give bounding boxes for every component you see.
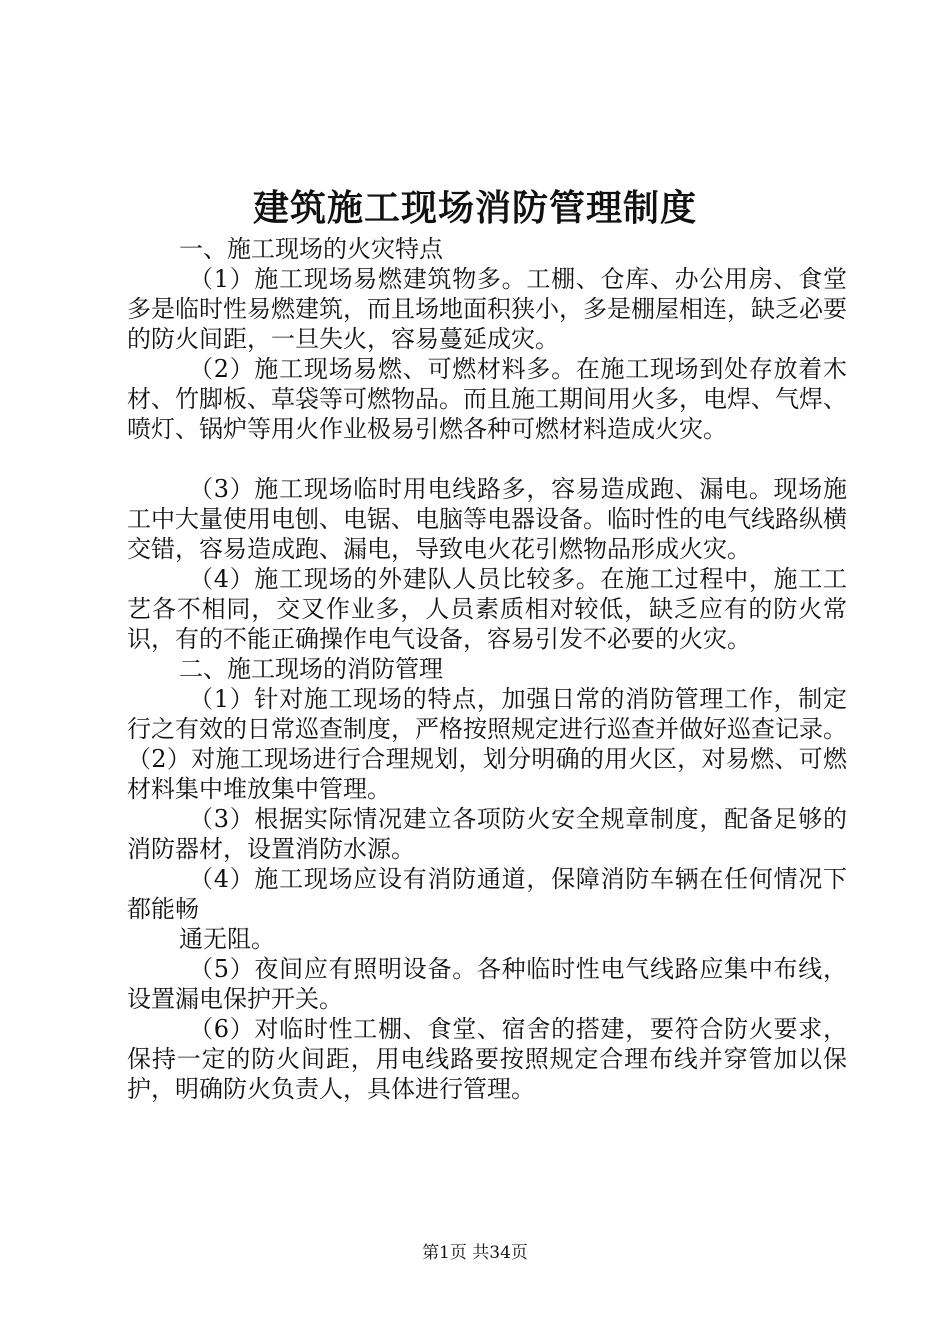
paragraph-9: （6）对临时性工棚、食堂、宿舍的搭建，要符合防火要求，保持一定的防火间距，用电线路要按照规定合理布线并穿管加以保护，明确防火负责人，具体进行管理。 bbox=[127, 1015, 847, 1103]
section-heading-1: 一、施工现场的火灾特点 bbox=[179, 235, 443, 263]
paragraph-3: （3）施工现场临时用电线路多，容易造成跑、漏电。现场施工中大量使用电刨、电锯、电脑等电器设备。临时性的电气线路纵横交错，容易造成跑、漏电，导致电火花引燃物品形成火灾。 bbox=[127, 475, 847, 563]
paragraph-6: （3）根据实际情况建立各项防火安全规章制度，配备足够的消防器材，设置消防水源。 bbox=[127, 805, 847, 863]
blank-line bbox=[127, 444, 847, 474]
paragraph-2: （2）施工现场易燃、可燃材料多。在施工现场到处存放着木材、竹脚板、草袋等可燃物品。而且施工期间用火多，电焊、气焊、喷灯、锅炉等用火作业极易引燃各种可燃材料造成火灾。 bbox=[127, 355, 847, 443]
paragraph-8: （5）夜间应有照明设备。各种临时性电气线路应集中布线，设置漏电保护开关。 bbox=[127, 955, 847, 1013]
page-number-footer: 第1页 共34页 bbox=[422, 1243, 528, 1263]
paragraph-7: （4）施工现场应设有消防通道，保障消防车辆在任何情况下都能畅 bbox=[127, 865, 847, 923]
document-title: 建筑施工现场消防管理制度 bbox=[252, 187, 697, 229]
paragraph-4: （4）施工现场的外建队人员比较多。在施工过程中，施工工艺各不相同，交叉作业多，人员素质相对较低，缺乏应有的防火常识，有的不能正确操作电气设备，容易引发不必要的火灾。 bbox=[127, 565, 847, 653]
section-heading-2: 二、施工现场的消防管理 bbox=[179, 655, 443, 683]
document-body bbox=[127, 234, 847, 1104]
paragraph-7-continuation: 通无阻。 bbox=[179, 925, 275, 953]
paragraph-1: （1）施工现场易燃建筑物多。工棚、仓库、办公用房、食堂多是临时性易燃建筑，而且场地面积狭小，多是棚屋相连，缺乏必要的防火间距，一旦失火，容易蔓延成灾。 bbox=[127, 265, 847, 353]
paragraph-5: （1）针对施工现场的特点，加强日常的消防管理工作，制定行之有效的日常巡查制度，严格按照规定进行巡查并做好巡查记录。（2）对施工现场进行合理规划，划分明确的用火区，对易燃、可燃材料集中堆放集中管理。 bbox=[127, 685, 847, 803]
